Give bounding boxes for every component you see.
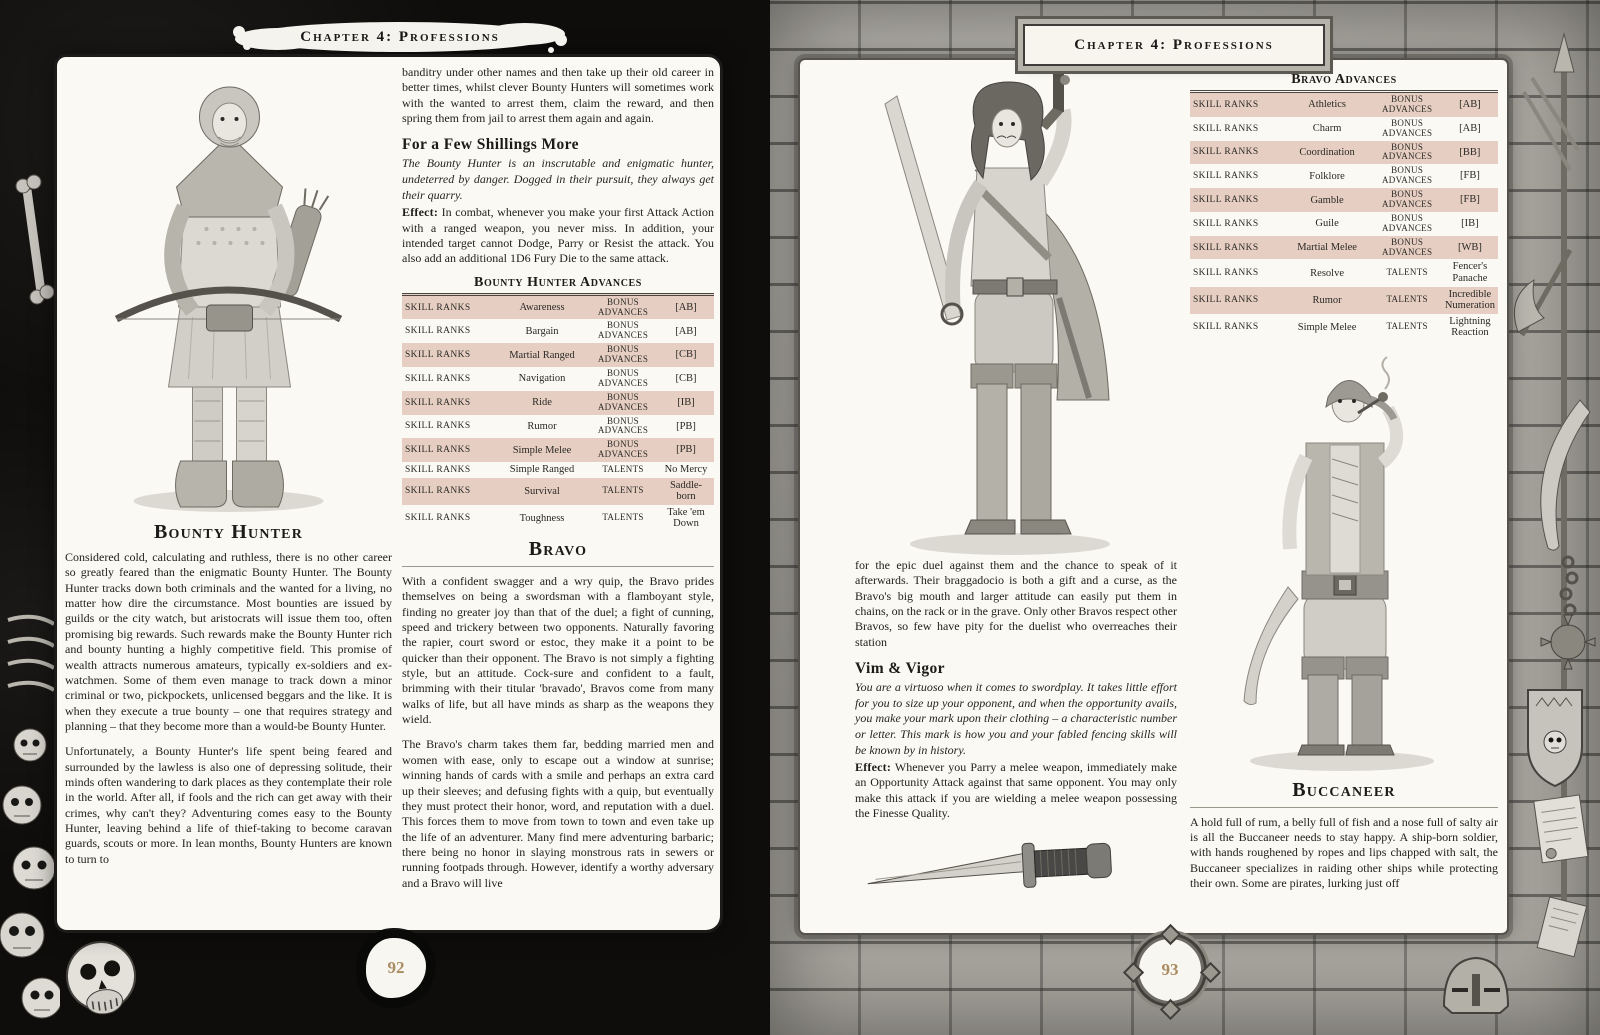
advances-cell: Gamble — [1310, 194, 1344, 206]
advances-cell: SKILL RANKS — [1193, 99, 1259, 110]
advances-cell: [FB] — [1460, 170, 1480, 182]
advances-row — [1190, 314, 1498, 341]
advances-cell: Awareness — [519, 302, 565, 314]
bravo-illustration — [855, 68, 1177, 558]
advances-cell: Athletics — [1308, 99, 1347, 111]
bravo-advances-title: Bravo Advances — [1291, 72, 1397, 87]
effect-text: Whenever you Parry a melee weapon, immediately make an Opportunity Attack against that same opponent. You may only make this attack if you are wielding a melee weapon possessing the Finesse Quality. — [855, 760, 1177, 821]
advances-cell: SKILL RANKS — [1193, 123, 1259, 134]
advances-row — [402, 367, 714, 391]
advances-cell: [WB] — [1457, 241, 1482, 253]
advances-cell: BONUS ADVANCES — [1382, 236, 1433, 257]
advances-row — [402, 478, 714, 505]
advances-cell: SKILL RANKS — [405, 397, 471, 408]
advances-cell: BONUS ADVANCES — [1382, 212, 1433, 233]
page-number-text: 92 — [387, 958, 405, 977]
advances-row — [1190, 117, 1498, 141]
body-paragraph: A hold full of rum, a belly full of fish and a nose full of salty air is all the Buccaneer needs to stay happy. A ship-born soldier, with hands roughened by ropes and lips chapped with salt, the Buccaneer specializes in raiding other ships while protecting their own. Some are pirates, lurking just off — [1190, 814, 1498, 891]
advances-row — [402, 343, 714, 367]
advances-cell: BONUS ADVANCES — [597, 439, 649, 460]
advances-row — [402, 294, 714, 319]
advances-cell: Martial Ranged — [509, 349, 575, 361]
advances-cell: SKILL RANKS — [1193, 195, 1259, 206]
advances-cell: SKILL RANKS — [405, 464, 471, 475]
page-number-93 — [1136, 936, 1204, 1004]
advances-cell: Lightning Reaction — [1449, 315, 1491, 339]
body-paragraph: Unfortunately, a Bounty Hunter's life spent being feared and surrounded by the lawless is also one of depressing solitude, their minds often wandering to dark places as they contemplate their role in the world. After all, if fools and the rich can get away with their crimes, why can't they? Adventuring comes easy to the Bounty Hunter, leaving behind a life of thief-taking to become caravan guards, scouts or more. In lean months, Bounty Hunters are known to turn to — [65, 744, 392, 866]
bravo-advances-table — [1190, 90, 1498, 341]
vim-vigor-heading: Vim & Vigor — [855, 660, 945, 678]
advances-cell: SKILL RANKS — [405, 350, 471, 361]
body-paragraph: for the epic duel against them and the chance to speak of it afterwards. Their braggadocio is both a gift and a curse, as the Bravo's big mouth and larger attitude can easily put them in chains, on the rack or in the grave. Only other Bravos respect other Bravos, so few have pity for the duelist who overreaches their station — [855, 558, 1177, 649]
advances-cell: SKILL RANKS — [1193, 268, 1259, 279]
advances-cell: Simple Ranged — [509, 464, 575, 476]
advances-cell: Guile — [1315, 218, 1339, 230]
advances-cell: [PB] — [676, 420, 696, 432]
advances-cell: BONUS ADVANCES — [1382, 117, 1433, 138]
advances-cell: Rumor — [1312, 294, 1342, 306]
advances-cell: [IB] — [1461, 218, 1479, 230]
advances-cell: Charm — [1312, 123, 1342, 135]
effect-label: Effect: — [855, 760, 892, 775]
advances-cell: TALENTS — [1386, 294, 1428, 305]
advances-cell: SKILL RANKS — [405, 373, 471, 384]
advances-cell: SKILL RANKS — [405, 421, 471, 432]
flavor-text: The Bounty Hunter is an inscrutable and enigmatic hunter, undeterred by danger. Dogged in their pursuit, they always get their quarry. — [402, 156, 714, 202]
advances-cell: [CB] — [675, 373, 697, 385]
advances-cell: BONUS ADVANCES — [597, 368, 649, 388]
advances-cell: SKILL RANKS — [1193, 218, 1259, 229]
advances-row — [1190, 287, 1498, 314]
advances-cell: Saddle-born — [669, 479, 703, 503]
advances-cell: SKILL RANKS — [405, 326, 471, 337]
advances-cell: [PB] — [676, 444, 696, 456]
page92-column-1 — [65, 65, 392, 877]
advances-cell: SKILL RANKS — [405, 302, 471, 313]
chapter-title: Chapter 4: Professions — [1074, 36, 1274, 53]
advances-cell: Coordination — [1299, 146, 1355, 158]
advances-cell: BONUS ADVANCES — [1382, 94, 1433, 114]
bounty-hunter-title: Bounty Hunter — [153, 521, 304, 543]
body-paragraph: The Bravo's charm takes them far, bedding married men and women with ease, only to escape out a window at sunrise; winning hands of cards with a smile and perhaps an extra card up their sleeves; and defusing fights with a quip, but eventually they must protect their honor, word, and reputation with a duel. This forces them to move from town to town and even take up the life of an adventurer. Many find mere adventuring barbaric; there being no honor in slaying monstrous rats in sewers or running footpads through. However, identify a worthy adversary and a Bravo will live — [402, 737, 714, 890]
effect-label: Effect: — [402, 205, 439, 220]
advances-cell: Simple Melee — [512, 444, 572, 456]
advances-row — [1190, 92, 1498, 117]
buccaneer-illustration — [1190, 347, 1498, 775]
advances-cell: [AB] — [1459, 99, 1481, 111]
advances-cell: BONUS ADVANCES — [597, 320, 649, 341]
advances-row — [402, 319, 714, 343]
advances-cell: Ride — [532, 397, 552, 409]
advances-cell: Incredible Numeration — [1444, 288, 1495, 312]
advances-cell: [FB] — [1460, 194, 1480, 206]
bounty-hunter-illustration — [65, 65, 392, 517]
page-93 — [800, 60, 1507, 933]
effect-paragraph — [402, 205, 714, 266]
chapter-title: Chapter 4: Professions — [300, 28, 500, 45]
advances-cell: Simple Melee — [1297, 321, 1357, 333]
advances-cell: [AB] — [675, 301, 697, 313]
advances-row — [402, 462, 714, 478]
flavor-text: You are a virtuoso when it comes to swordplay. It takes little effort for you to size up your opponent, and when the opportunity avails, you make your mark upon their clothing – a characteristic number or letter. This mark is how you and your fabled fencing skills will be known by in history. — [855, 680, 1177, 757]
advances-cell: TALENTS — [1386, 321, 1428, 332]
advances-cell: Navigation — [518, 373, 566, 385]
advances-row — [402, 505, 714, 532]
advances-cell: SKILL RANKS — [1193, 171, 1259, 182]
page93-column-1 — [855, 68, 1177, 902]
advances-row — [1190, 164, 1498, 188]
advances-cell: Resolve — [1310, 267, 1344, 279]
body-paragraph: Considered cold, calculating and ruthless, there is no other career so greatly feared than the enigmatic Bounty Hunter. The Bounty Hunter tracks down both criminals and the wanted for a living, no matter how dire the circumstance. Most bounties are issued by guilds or the city watch, but aristocrats will issue them too, often promising big rewards. Such rewards make the Bounty Hunter rich and bounty hunting a highly competitive field. This promise of wealth attracts numerous amateurs, typically ex-soldiers and ex-watchmen. Some of them even manage to track down a minor criminal or two, pickpockets, unlicensed beggars and the like. It is when they execute a true bounty – one that requires strategy and planning – that they become more than a would-be Bounty Hunter. — [65, 550, 392, 733]
page-number-text: 93 — [1161, 960, 1179, 979]
advances-row — [1190, 259, 1498, 286]
bravo-title: Bravo — [402, 538, 714, 567]
advances-cell: TALENTS — [602, 463, 644, 474]
advances-cell: BONUS ADVANCES — [597, 344, 649, 365]
page-header-left — [225, 14, 575, 60]
advances-cell: BONUS ADVANCES — [597, 415, 649, 436]
advances-row — [1190, 212, 1498, 236]
advances-cell: Fencer's Panache — [1452, 261, 1488, 285]
advances-cell: [AB] — [675, 325, 697, 337]
advances-cell: [CB] — [675, 349, 697, 361]
advances-cell: Survival — [524, 485, 560, 497]
advances-cell: Folklore — [1309, 170, 1345, 182]
advances-cell: BONUS ADVANCES — [597, 296, 649, 317]
advances-cell: Rumor — [527, 420, 557, 432]
bounty-hunter-advances-table — [402, 293, 714, 532]
advances-cell: SKILL RANKS — [405, 513, 471, 524]
dagger-illustration — [853, 821, 1178, 910]
advances-cell: SKILL RANKS — [405, 486, 471, 497]
advances-cell: SKILL RANKS — [1193, 147, 1259, 158]
effect-paragraph — [855, 760, 1177, 821]
advances-row — [402, 391, 714, 415]
advances-cell: SKILL RANKS — [1193, 322, 1259, 333]
advances-cell: Bargain — [525, 325, 559, 337]
advances-cell: BONUS ADVANCES — [597, 391, 649, 412]
advances-cell: TALENTS — [602, 512, 644, 523]
advances-cell: TALENTS — [602, 485, 644, 496]
advances-cell: BONUS ADVANCES — [1382, 141, 1433, 162]
shillings-heading: For a Few Shillings More — [402, 136, 579, 154]
bounty-hunter-advances-title: Bounty Hunter Advances — [474, 274, 642, 290]
page93-column-2 — [1190, 68, 1498, 902]
advances-row — [402, 415, 714, 439]
advances-cell: SKILL RANKS — [1193, 242, 1259, 253]
advances-row — [402, 438, 714, 462]
advances-cell: SKILL RANKS — [405, 445, 471, 456]
advances-cell: [AB] — [1459, 122, 1481, 134]
page92-column-2 — [402, 65, 714, 901]
advances-cell: [IB] — [677, 396, 695, 408]
advances-cell: No Mercy — [664, 464, 708, 476]
body-paragraph: With a confident swagger and a wry quip, the Bravo prides themselves on being a swordsman with a flamboyant style, finding no greater joy than that of the duel; a fight of cunning, speed and trickery between two opponents. Naturally favoring the rapier, court sword or estoc, they make it a point to be quicker than their opponent. The Bravo is not simply a fighting style, but an attitude. Cock-sure and confident to a fault, brimming with their titular 'bravado', Bravos come from many walks of life, but all have minds as sharp as the weapons they wield. — [402, 573, 714, 727]
page-92 — [57, 57, 720, 930]
advances-cell: TALENTS — [1386, 267, 1428, 278]
advances-cell: [BB] — [1459, 146, 1481, 158]
advances-cell: SKILL RANKS — [1193, 295, 1259, 306]
advances-row — [1190, 141, 1498, 165]
page-header-right — [1023, 24, 1325, 66]
advances-cell: Toughness — [519, 512, 565, 524]
advances-row — [1190, 188, 1498, 212]
advances-cell: BONUS ADVANCES — [1382, 189, 1433, 210]
advances-cell: Take 'em Down — [667, 506, 705, 530]
advances-cell: Martial Melee — [1297, 242, 1357, 254]
effect-text: In combat, whenever you make your first Attack Action with a ranged weapon, you never miss. In addition, your intended target cannot Dodge, Parry or Resist the attack. You also add an additional 1D6 Fury Die to the same attack. — [402, 205, 715, 266]
body-paragraph: banditry under other names and then take up their old career in better times, whilst clever Bounty Hunters will sometimes work with the wanted to arrest them, claim the reward, and then spring them from jail to arrest them again and again. — [402, 65, 714, 126]
advances-cell: BONUS ADVANCES — [1382, 165, 1433, 186]
buccaneer-title: Buccaneer — [1190, 779, 1498, 808]
advances-row — [1190, 236, 1498, 260]
